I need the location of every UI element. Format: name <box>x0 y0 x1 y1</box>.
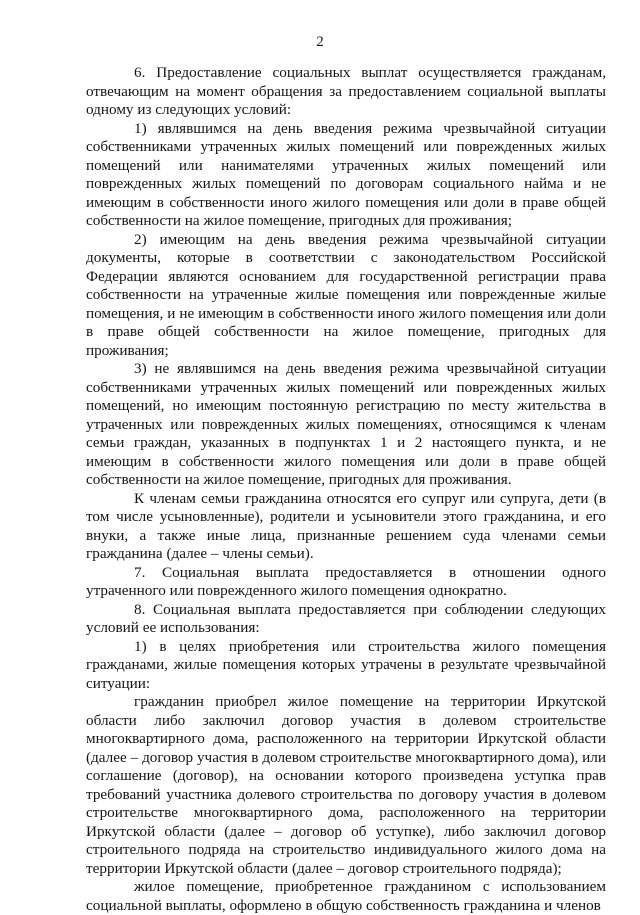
page-number: 2 <box>316 34 324 50</box>
paragraph-item-6: 6. Предоставление социальных выплат осуществляется гражданам, отвечающим на момент обращения за предоставлением социальной выплаты одному из следующих условий: <box>86 64 606 118</box>
paragraph-item-7: 7. Социальная выплата предоставляется в отношении одного утраченного или поврежденного жилого помещения однократно. <box>86 563 606 599</box>
paragraph-subitem-3: 3) не являвшимся на день введения режима чрезвычайной ситуации собственниками утраченных жилых помещений или поврежденных жилых помещений, но имеющим постоянную регистрацию по месту жительства в утраченных или поврежденных жилых помещениях, относящимся к членам семьи граждан, указанных в подпунктах 1 и 2 настоящего пункта, и не имеющим в собственности жилого помещения или доли в праве общей собственности на жилое помещение, пригодных для проживания. <box>86 360 606 488</box>
paragraph-subitem-1: 1) являвшимся на день введения режима чрезвычайной ситуации собственниками утраченных жилых помещений или поврежденных жилых помещений или нанимателями утраченных жилых помещений или поврежденных жилых помещений по договорам социального найма и не имеющим в собственности иного жилого помещения или доли в праве общей собственности на жилое помещение, пригодных для проживания; <box>86 119 606 229</box>
paragraph-subitem-2: 2) имеющим на день введения режима чрезвычайной ситуации документы, которые в соответствии с законодательством Российской Федерации являются основанием для государственной регистрации права собственности на утраченные жилые помещения или поврежденные жилые помещения, и не имеющим в собственности иного жилого помещения или доли в праве общей собственности на жилое помещение, пригодных для проживания; <box>86 230 606 359</box>
paragraph-item-8: 8. Социальная выплата предоставляется при соблюдении следующих условий ее использования: <box>86 600 606 636</box>
document-body <box>86 64 606 915</box>
paragraph-item-8-subitem-1: 1) в целях приобретения или строительства жилого помещения гражданами, жилые помещения которых утрачены в результате чрезвычайной ситуации: <box>86 637 606 692</box>
paragraph-acquisition: гражданин приобрел жилое помещение на территории Иркутской области либо заключил договор участия в долевом строительстве многоквартирного дома, расположенного на территории Иркутской области (далее – договор участия в долевом строительстве многоквартирного дома), или соглашение (договор), на основании которого произведена уступка прав требований участника долевого строительства по договору участия в долевом строительстве многоквартирного дома, расположенного на территории Иркутской области (далее – договор об уступке), либо заключил договор строительного подряда на строительство индивидуального жилого дома на территории Иркутской области (далее – договор строительного подряда); <box>86 693 606 877</box>
paragraph-family-members: К членам семьи гражданина относятся его супруг или супруга, дети (в том числе усыновленные), родители и усыновители этого гражданина, и его внуки, а также иные лица, признанные решением суда членами семьи гражданина (далее – члены семьи). <box>86 489 606 562</box>
paragraph-ownership: жилое помещение, приобретенное гражданином с использованием социальной выплаты, оформлено в общую собственность гражданина и членов <box>86 878 606 914</box>
